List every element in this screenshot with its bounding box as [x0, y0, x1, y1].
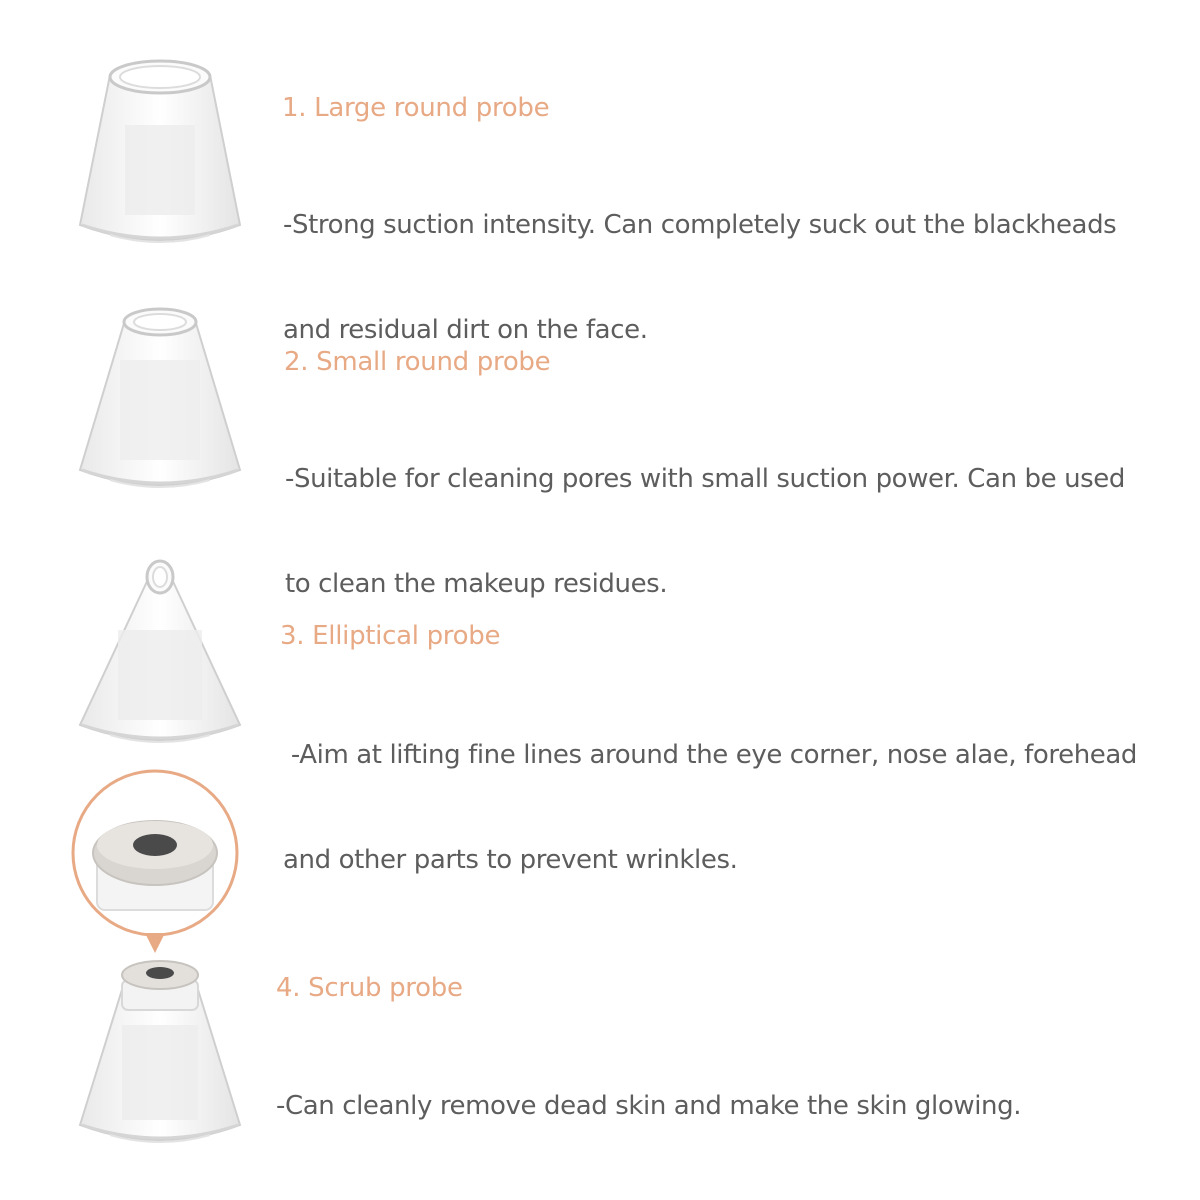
elliptical-probe-icon [70, 555, 250, 755]
probe-description-line: to clean the makeup residues. [285, 569, 668, 599]
probe-title: 4. Scrub probe [276, 973, 463, 1003]
scrub-probe-magnified-icon [65, 765, 245, 965]
probe-description-line: -Aim at lifting fine lines around the eye corner, nose alae, forehead [283, 740, 1138, 770]
probe-description [283, 668, 1137, 948]
scrub-probe-icon [70, 955, 250, 1155]
probe-description-line: and other parts to prevent wrinkles. [283, 845, 738, 875]
probe-description-line: -Strong suction intensity. Can completely suck out the blackheads [283, 210, 1117, 240]
probe-title: 3. Elliptical probe [280, 621, 501, 651]
large-round-probe-icon [70, 55, 250, 255]
probe-description [276, 1019, 1021, 1194]
probe-title: 2. Small round probe [284, 347, 551, 377]
probe-description-line: -Suitable for cleaning pores with small suction power. Can be used [285, 464, 1126, 494]
probe-title: 1. Large round probe [282, 93, 550, 123]
probe-description-line: and residual dirt on the face. [283, 315, 648, 345]
small-round-probe-icon [70, 300, 250, 500]
probe-description-line: -Can cleanly remove dead skin and make the skin glowing. [276, 1091, 1022, 1121]
